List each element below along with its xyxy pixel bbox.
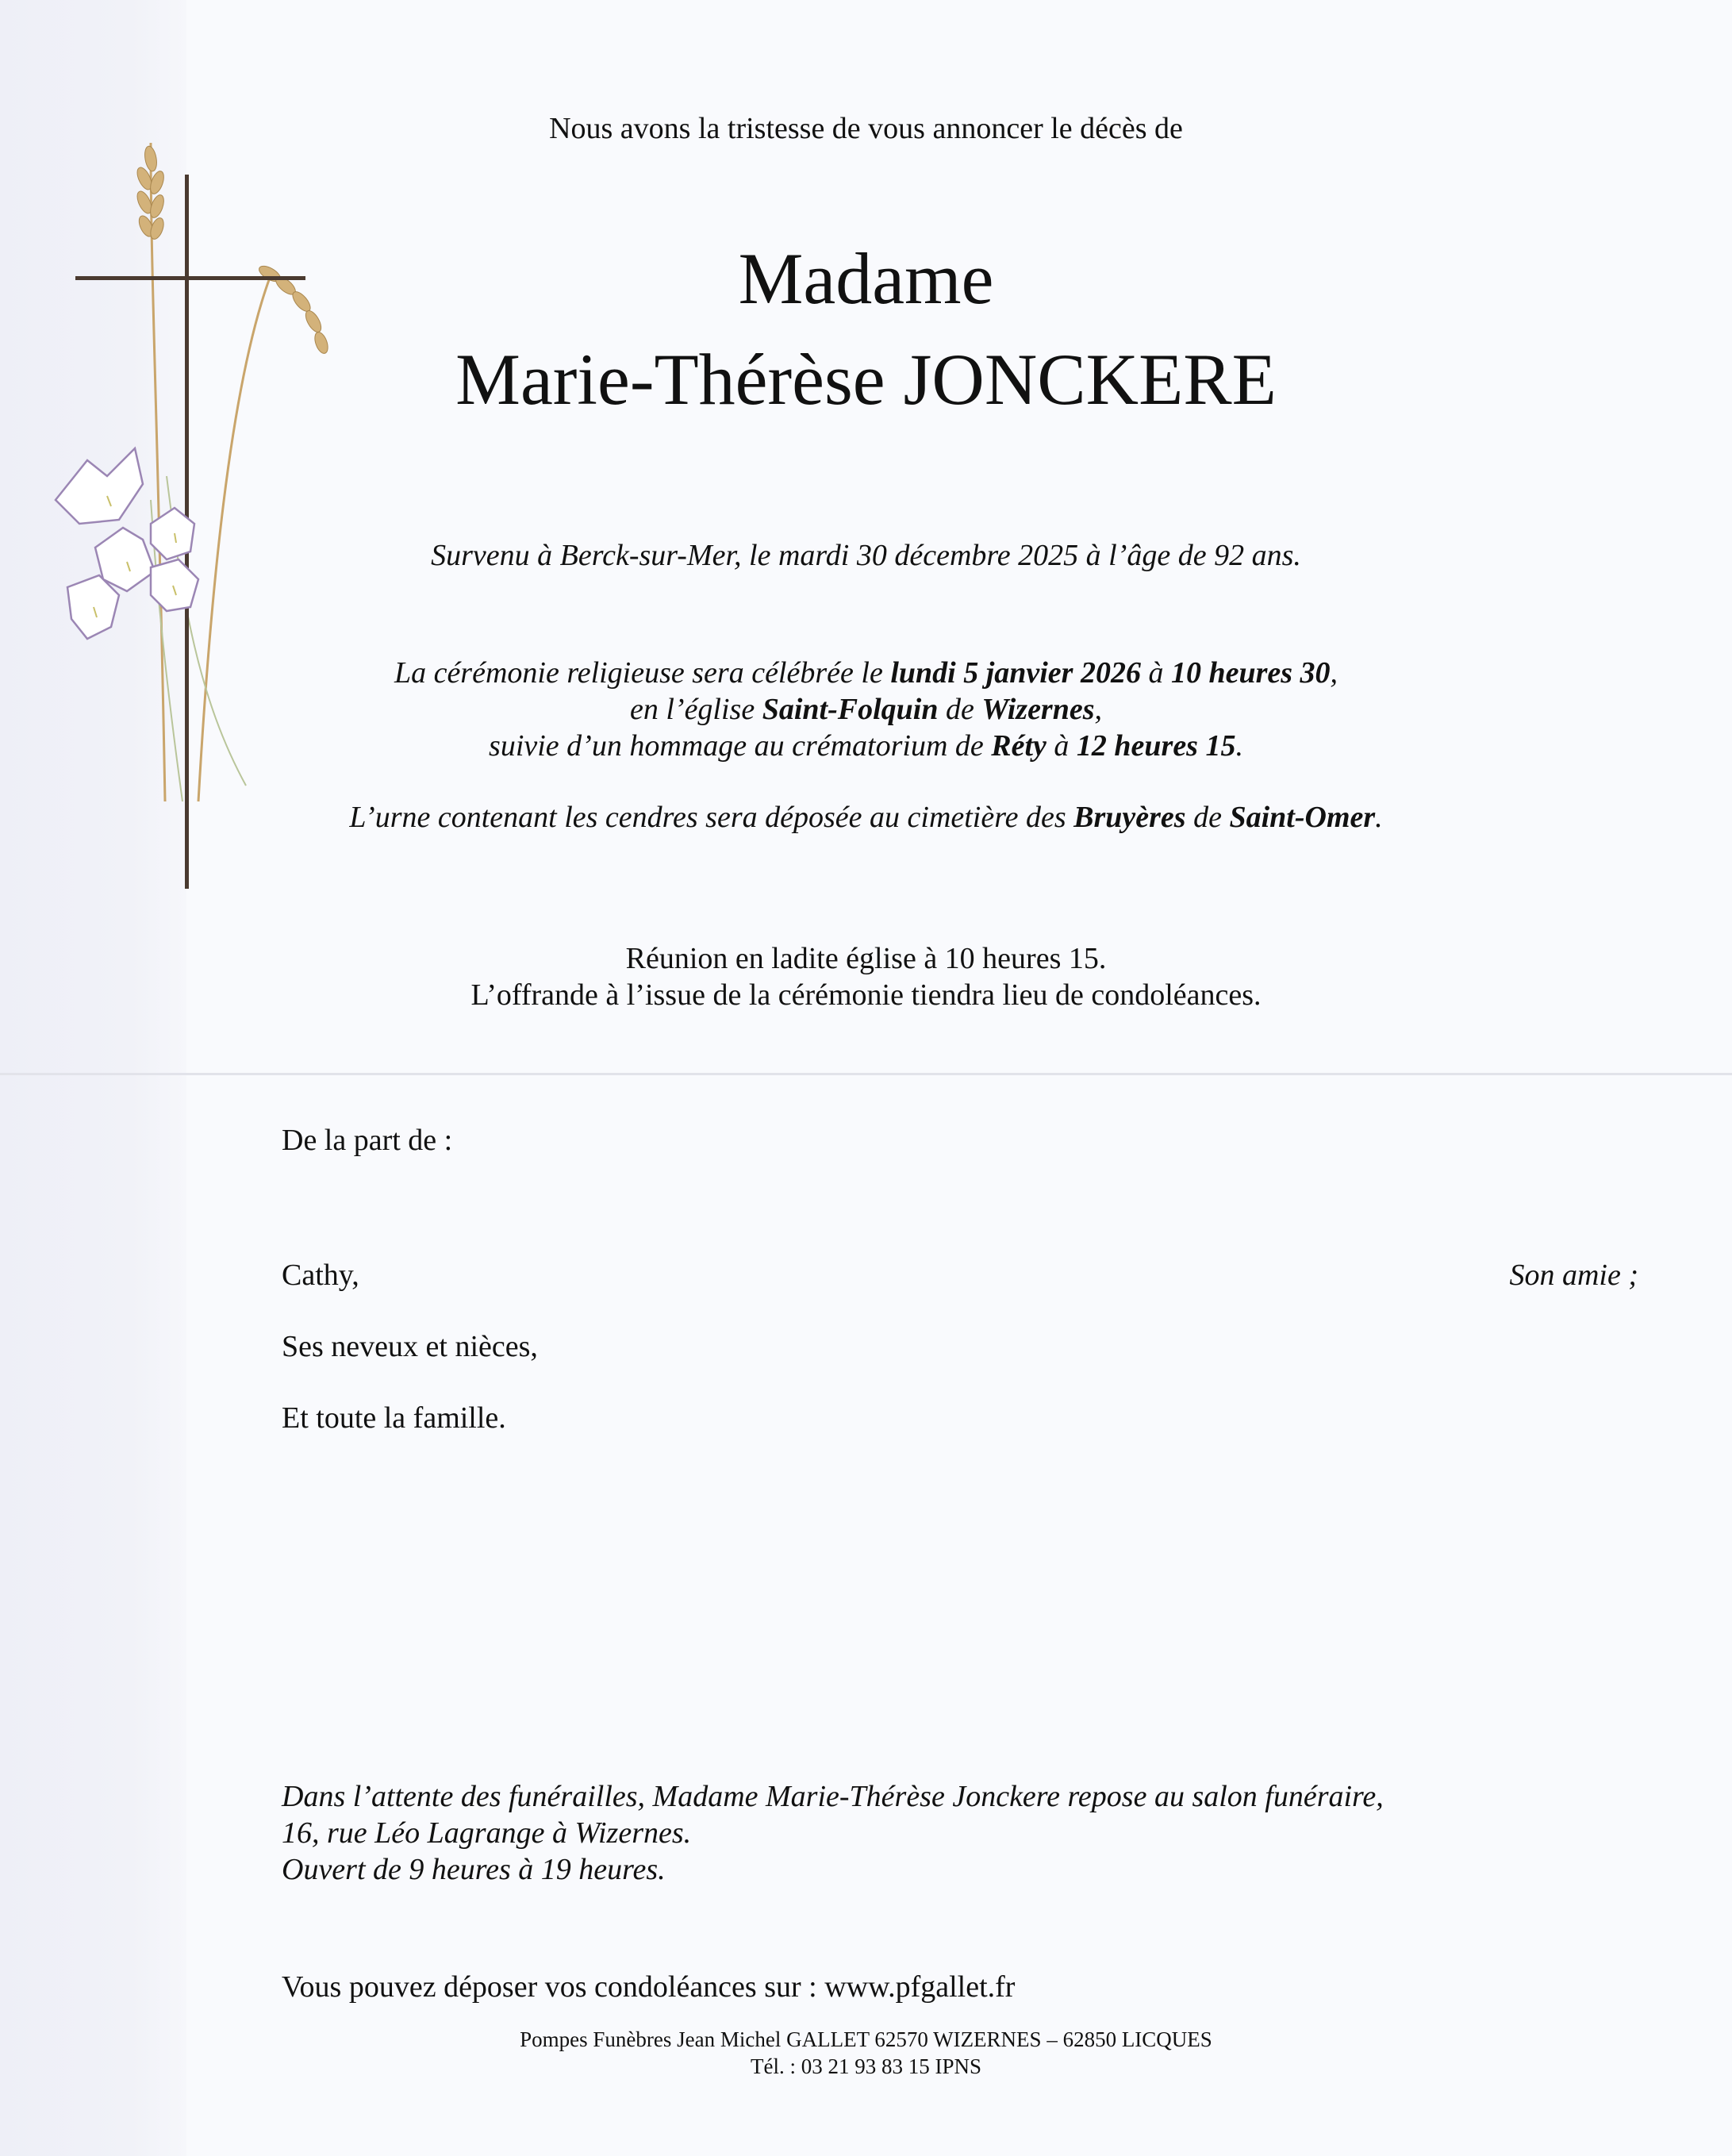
intro-text: Nous avons la tristesse de vous annoncer le décès de — [549, 112, 1183, 145]
reunion-line: Réunion en ladite église à 10 heures 15. — [625, 942, 1107, 975]
wake-line-3: Ouvert de 9 heures à 19 heures. — [282, 1853, 666, 1886]
fold-line — [0, 1073, 1732, 1075]
family-member-name: Et toute la famille. — [282, 1401, 506, 1435]
family-member-relation: Son amie ; — [1509, 1259, 1638, 1292]
civility-title: Madame — [738, 238, 994, 319]
ceremony-line-1: La cérémonie religieuse sera célébrée le lundi 5 janvier 2026 à 10 heures 30, — [394, 656, 1338, 690]
deceased-name: Marie-Thérèse JONCKERE — [455, 339, 1277, 420]
ceremony-line-2: en l’église Saint-Folquin de Wizernes, — [629, 693, 1103, 726]
death-notice: Survenu à Berck-sur-Mer, le mardi 30 décembre 2025 à l’âge de 92 ans. — [431, 539, 1301, 572]
condolences-line: Vous pouvez déposer vos condoléances sur : www.pfgallet.fr — [282, 1970, 1016, 2004]
footer-phone: Tél. : 03 21 93 83 15 IPNS — [750, 2054, 981, 2078]
ceremony-line-3: suivie d’un hommage au crématorium de Réty à 12 heures 15. — [489, 729, 1243, 763]
family-member-name: Ses neveux et nièces, — [282, 1330, 538, 1363]
wake-line-1: Dans l’attente des funérailles, Madame Marie-Thérèse Jonckere repose au salon funéraire, — [282, 1780, 1384, 1813]
wake-line-2: 16, rue Léo Lagrange à Wizernes. — [282, 1816, 692, 1850]
urn-line: L’urne contenant les cendres sera déposée au cimetière des Bruyères de Saint-Omer. — [349, 801, 1383, 834]
footer-company: Pompes Funèbres Jean Michel GALLET 62570 WIZERNES – 62850 LICQUES — [520, 2027, 1212, 2051]
family-member-name: Cathy, — [282, 1259, 359, 1292]
family-intro: De la part de : — [282, 1124, 453, 1157]
offrande-line: L’offrande à l’issue de la cérémonie tiendra lieu de condoléances. — [470, 978, 1262, 1012]
